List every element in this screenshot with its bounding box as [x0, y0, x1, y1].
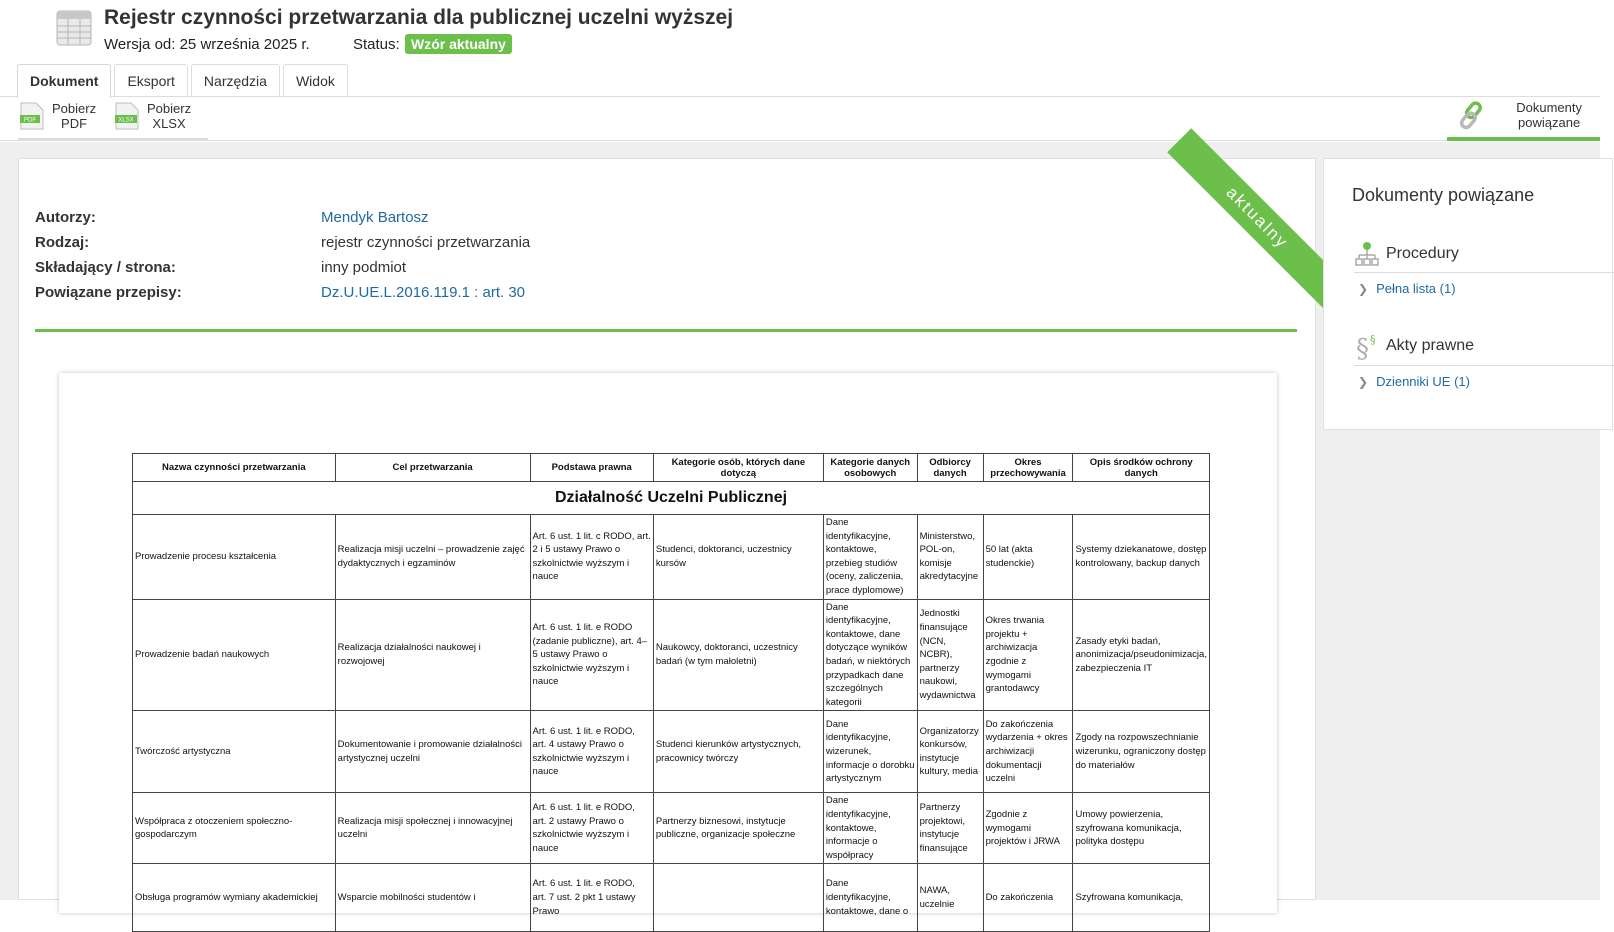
table-cell: Realizacja misji uczelni – prowadzenie zajęć dydaktycznych i egzaminów — [335, 515, 530, 600]
xlsx-label-line1: Pobierz — [147, 101, 192, 116]
related-label-line1: Dokumenty — [1516, 100, 1582, 115]
chevron-right-icon: ❯ — [1358, 281, 1369, 296]
table-cell: Okres trwania projektu + archiwizacja zgodnie z wymogami grantodawcy — [983, 599, 1073, 711]
svg-text:§: § — [1356, 334, 1369, 364]
meta-key: Rodzaj: — [35, 234, 90, 251]
meta-row-authors — [35, 205, 530, 230]
table-cell: Art. 6 ust. 1 lit. c RODO, art. 2 i 5 ustawy Prawo o szkolnictwie wyższym i nauce — [530, 515, 653, 600]
table-cell: Realizacja misji społecznej i innowacyjnej uczelni — [335, 793, 530, 864]
table-cell: Dane identyfikacyjne, kontaktowe, przebieg studiów (oceny, zaliczenia, prace dyplomowe) — [823, 515, 917, 600]
tab-narzedzia[interactable]: Narzędzia — [191, 64, 280, 97]
related-label-line2: powiązane — [1518, 115, 1581, 130]
table-cell: Naukowcy, doktoranci, uczestnicy badań (w tym małoletni) — [653, 599, 823, 711]
table-cell: Prowadzenie procesu kształcenia — [133, 515, 336, 600]
meta-value: inny podmiot — [321, 259, 407, 276]
status-ribbon — [1155, 159, 1315, 319]
toolbar — [0, 97, 1600, 141]
link-label: Pełna lista (1) — [1376, 281, 1456, 296]
document-metadata — [35, 205, 530, 305]
related-documents-button[interactable] — [1458, 100, 1582, 130]
table-cell: Dane identyfikacyjne, kontaktowe, informacje o współpracy — [823, 793, 917, 864]
meta-row-type — [35, 230, 530, 255]
eu-journals-link[interactable] — [1358, 374, 1470, 389]
related-active-indicator — [1447, 137, 1600, 141]
table-row — [133, 793, 1210, 864]
pdf-label-line1: Pobierz — [52, 101, 97, 116]
table-cell: Szyfrowana komunikacja, — [1073, 864, 1210, 932]
table-cell: Jednostki finansujące (NCN, NCBR), partnerzy naukowi, wydawnictwa — [917, 599, 983, 711]
ribbon-tabs — [17, 64, 351, 97]
pdf-file-icon — [20, 102, 44, 130]
table-cell: Partnerzy biznesowi, instytucje publiczne, organizacje społeczne — [653, 793, 823, 864]
spreadsheet-document-icon — [56, 10, 92, 46]
version-date: Wersja od: 25 września 2025 r. — [104, 36, 310, 53]
table-cell: Partnerzy projektowi, instytucje finansujące — [917, 793, 983, 864]
related-documents-panel — [1323, 158, 1613, 430]
section-legal-acts — [1354, 331, 1475, 364]
column-header: Cel przetwarzania — [335, 454, 530, 482]
table-cell: Twórczość artystyczna — [133, 711, 336, 793]
author-link[interactable]: Mendyk Bartosz — [321, 209, 429, 226]
download-xlsx-button[interactable] — [115, 101, 191, 131]
table-row — [133, 515, 1210, 600]
status-badge: Wzór aktualny — [405, 34, 512, 54]
column-header: Okres przechowywania — [983, 454, 1073, 482]
table-cell: Do zakończenia — [983, 864, 1073, 932]
meta-key: Składający / strona: — [35, 259, 176, 276]
meta-value: rejestr czynności przetwarzania — [321, 234, 531, 251]
chevron-right-icon: ❯ — [1358, 374, 1369, 389]
processing-register-table — [132, 453, 1210, 932]
table-cell: Do zakończenia wydarzenia + okres archiwizacji dokumentacji uczelni — [983, 711, 1073, 793]
table-cell: Współpraca z otoczeniem społeczno-gospodarczym — [133, 793, 336, 864]
document-card — [18, 158, 1316, 917]
table-cell: Dane identyfikacyjne, kontaktowe, dane dotyczące wyników badań, w niektórych przypadkach dane szczególnych kategorii — [823, 599, 917, 711]
table-header-row — [133, 454, 1210, 482]
tab-widok[interactable]: Widok — [283, 64, 348, 97]
table-cell: Ministerstwo, POL-on, komisje akredytacyjne — [917, 515, 983, 600]
link-label: Dzienniki UE (1) — [1376, 374, 1470, 389]
paragraph-section-icon — [1354, 331, 1380, 364]
svg-text:XLSX: XLSX — [118, 117, 134, 124]
tab-dokument[interactable]: Dokument — [17, 64, 111, 98]
section-divider — [1354, 365, 1614, 366]
table-row — [133, 711, 1210, 793]
table-cell — [653, 864, 823, 932]
xlsx-file-icon — [115, 102, 139, 130]
column-header: Nazwa czynności przetwarzania — [133, 454, 336, 482]
table-row — [133, 864, 1210, 932]
column-header: Podstawa prawna — [530, 454, 653, 482]
table-cell: Dane identyfikacyjne, wizerunek, informacje o dorobku artystycznym — [823, 711, 917, 793]
table-cell: Studenci, doktoranci, uczestnicy kursów — [653, 515, 823, 600]
section-divider — [35, 329, 1297, 332]
table-cell: Umowy powierzenia, szyfrowana komunikacja, polityka dostępu — [1073, 793, 1210, 864]
meta-key: Powiązane przepisy: — [35, 284, 182, 301]
table-section-row — [133, 482, 1210, 515]
svg-text:§: § — [1370, 333, 1376, 346]
page-title: Rejestr czynności przetwarzania dla publicznej uczelni wyższej — [104, 6, 734, 29]
table-row — [133, 599, 1210, 711]
table-cell: Zgodnie z wymogami projektów i JRWA — [983, 793, 1073, 864]
procedures-full-list-link[interactable] — [1358, 281, 1456, 296]
table-cell: Art. 6 ust. 1 lit. e RODO, art. 4 ustawy Prawo o szkolnictwie wyższym i nauce — [530, 711, 653, 793]
meta-key: Autorzy: — [35, 209, 96, 226]
table-cell: NAWA, uczelnie — [917, 864, 983, 932]
table-cell: Studenci kierunków artystycznych, pracownicy twórczy — [653, 711, 823, 793]
table-cell: Organizatorzy konkursów, instytucje kultury, media — [917, 711, 983, 793]
table-cell: Systemy dziekanatowe, dostęp kontrolowany, backup danych — [1073, 515, 1210, 600]
table-cell: Wsparcie mobilności studentów i — [335, 864, 530, 932]
section-procedures — [1354, 241, 1459, 267]
table-cell: Dokumentowanie i promowanie działalności artystycznej uczelni — [335, 711, 530, 793]
table-cell: Dane identyfikacyjne, kontaktowe, dane o — [823, 864, 917, 932]
table-cell: Prowadzenie badań naukowych — [133, 599, 336, 711]
section-label: Procedury — [1386, 245, 1459, 262]
column-header: Opis środków ochrony danych — [1073, 454, 1210, 482]
svg-text:PDF: PDF — [24, 117, 36, 124]
table-cell: Obsługa programów wymiany akademickiej — [133, 864, 336, 932]
meta-row-party — [35, 255, 530, 280]
table-cell: 50 lat (akta studenckie) — [983, 515, 1073, 600]
section-label: Akty prawne — [1386, 337, 1475, 354]
regulation-link[interactable]: Dz.U.UE.L.2016.119.1 : art. 30 — [321, 284, 526, 301]
org-chart-icon — [1354, 241, 1380, 267]
section-divider — [1354, 272, 1614, 273]
document-header — [0, 0, 1600, 62]
toolbar-group-underline — [18, 138, 208, 141]
table-cell: Art. 6 ust. 1 lit. e RODO, art. 7 ust. 2 pkt 1 ustawy Prawo — [530, 864, 653, 932]
link-chain-icon — [1458, 100, 1486, 130]
status-label: Status: — [353, 36, 400, 53]
document-page-preview — [59, 373, 1277, 917]
download-pdf-button[interactable] — [20, 101, 96, 131]
meta-row-regulations — [35, 280, 530, 305]
table-cell: Art. 6 ust. 1 lit. e RODO (zadanie publiczne), art. 4–5 ustawy Prawo o szkolnictwie wyższym i nauce — [530, 599, 653, 711]
panel-title: Dokumenty powiązane — [1352, 185, 1535, 205]
table-cell: Zasady etyki badań, anonimizacja/pseudonimizacja, zabezpieczenia IT — [1073, 599, 1210, 711]
xlsx-label-line2: XLSX — [152, 116, 186, 131]
table-cell: Art. 6 ust. 1 lit. e RODO, art. 2 ustawy Prawo o szkolnictwie wyższym i nauce — [530, 793, 653, 864]
column-header: Kategorie osób, których dane dotyczą — [653, 454, 823, 482]
status-ribbon-label: aktualny — [1167, 128, 1347, 308]
section-title: Działalność Uczelni Publicznej — [133, 482, 1210, 515]
table-cell: Zgody na rozpowszechnianie wizerunku, ograniczony dostęp do materiałów — [1073, 711, 1210, 793]
column-header: Odbiorcy danych — [917, 454, 983, 482]
tab-eksport[interactable]: Eksport — [114, 64, 187, 97]
table-cell: Realizacja działalności naukowej i rozwojowej — [335, 599, 530, 711]
pdf-label-line2: PDF — [61, 116, 88, 131]
column-header: Kategorie danych osobowych — [823, 454, 917, 482]
